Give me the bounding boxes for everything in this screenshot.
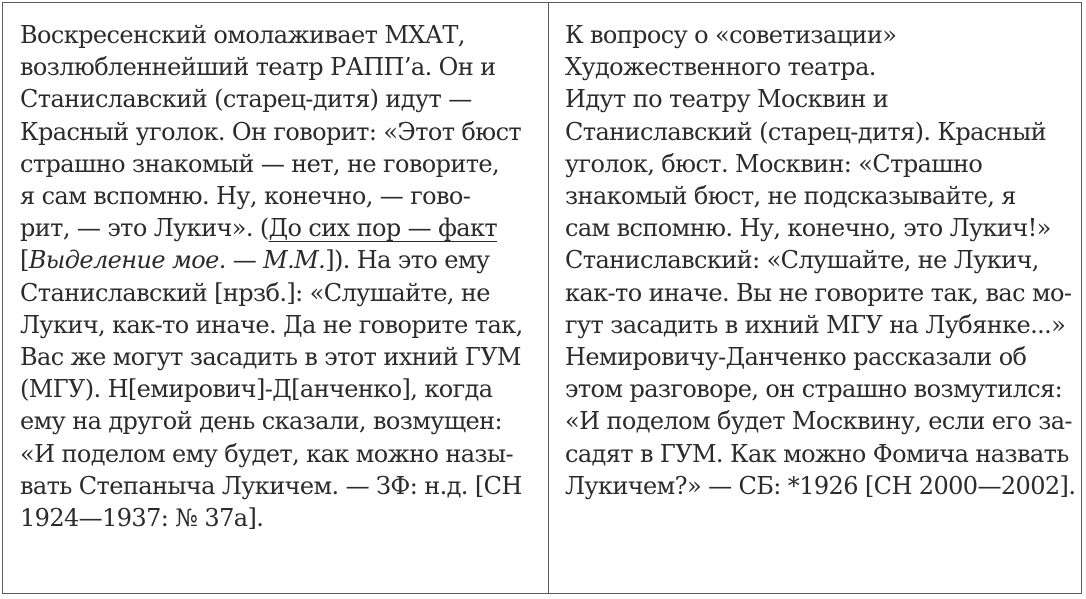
text-line: Станиславский [нрзб.]: «Слушайте, не (20, 278, 490, 307)
text-line: Красный уголок. Он говорит: «Этот бюст (20, 117, 522, 146)
text-line: как-то иначе. Вы не говорите так, вас мо- (565, 278, 1072, 307)
text-line: Немировичу-Данченко рассказали об (565, 343, 1027, 372)
text-line: Лукич, как-то иначе. Да не говорите так, (20, 310, 523, 339)
text-line: Идут по театру Москвин и (565, 85, 889, 114)
text-line: Воскресенский омолаживает МХАТ, (20, 21, 465, 49)
text-line: уголок, бюст. Москвин: «Страшно (565, 149, 983, 178)
text-line: возлюбленнейший театр РАПП’а. Он и (20, 53, 496, 82)
text-line: (МГУ). Н[емирович]-Д[анченко], когда (20, 375, 493, 404)
text-line: Художественного театра. (565, 53, 876, 82)
left-column (3, 3, 549, 593)
italic-note: Выделение мое. — М.М. (28, 246, 326, 275)
text-line: сам вспомню. Ну, конечно, это Лукич!» (565, 214, 1051, 243)
underlined-phrase: До сих пор — факт (268, 214, 498, 243)
text-line: Станиславский: «Слушайте, не Лукич, (565, 246, 1039, 275)
text-line: я сам вспомню. Ну, конечно, — гово- (20, 182, 471, 211)
text-line: «И поделом будет Москвину, если его за- (565, 407, 1072, 436)
text-line: Станиславский (старец-дитя) идут — (20, 85, 472, 114)
text-line: Станиславский (старец-дитя). Красный (565, 117, 1047, 146)
text-line: страшно знакомый — нет, не говорите, (20, 149, 500, 178)
text-segment: [ (20, 246, 29, 275)
text-line: 1924—1937: № 37а]. (20, 504, 264, 533)
text-line: вать Степаныча Лукичем. — ЗФ: н.д. [СН (20, 471, 522, 500)
text-line: ему на другой день сказали, возмущен: (20, 407, 503, 436)
text-line: Лукичем?» — СБ: *1926 [СН 2000—2002]. (565, 471, 1076, 500)
text-segment: ]). На это ему (325, 246, 490, 275)
text-line (20, 244, 548, 276)
right-column (549, 3, 1080, 593)
text-line (20, 212, 548, 244)
text-line: этом разговоре, он страшно возмутился: (565, 375, 1063, 404)
text-line: «И поделом ему будет, как можно назы- (20, 439, 513, 468)
text-line: К вопросу о «советизации» (565, 21, 897, 49)
text-line: гут засадить в ихний МГУ на Лубянке...» (565, 310, 1066, 339)
comparison-table (2, 2, 1082, 594)
text-line: знакомый бюст, не подсказывайте, я (565, 182, 1016, 211)
text-line: садят в ГУМ. Как можно Фомича назвать (565, 439, 1069, 468)
text-segment: рит, — это Лукич». ( (20, 214, 269, 243)
text-line: Вас же могут засадить в этот ихний ГУМ (20, 343, 521, 372)
